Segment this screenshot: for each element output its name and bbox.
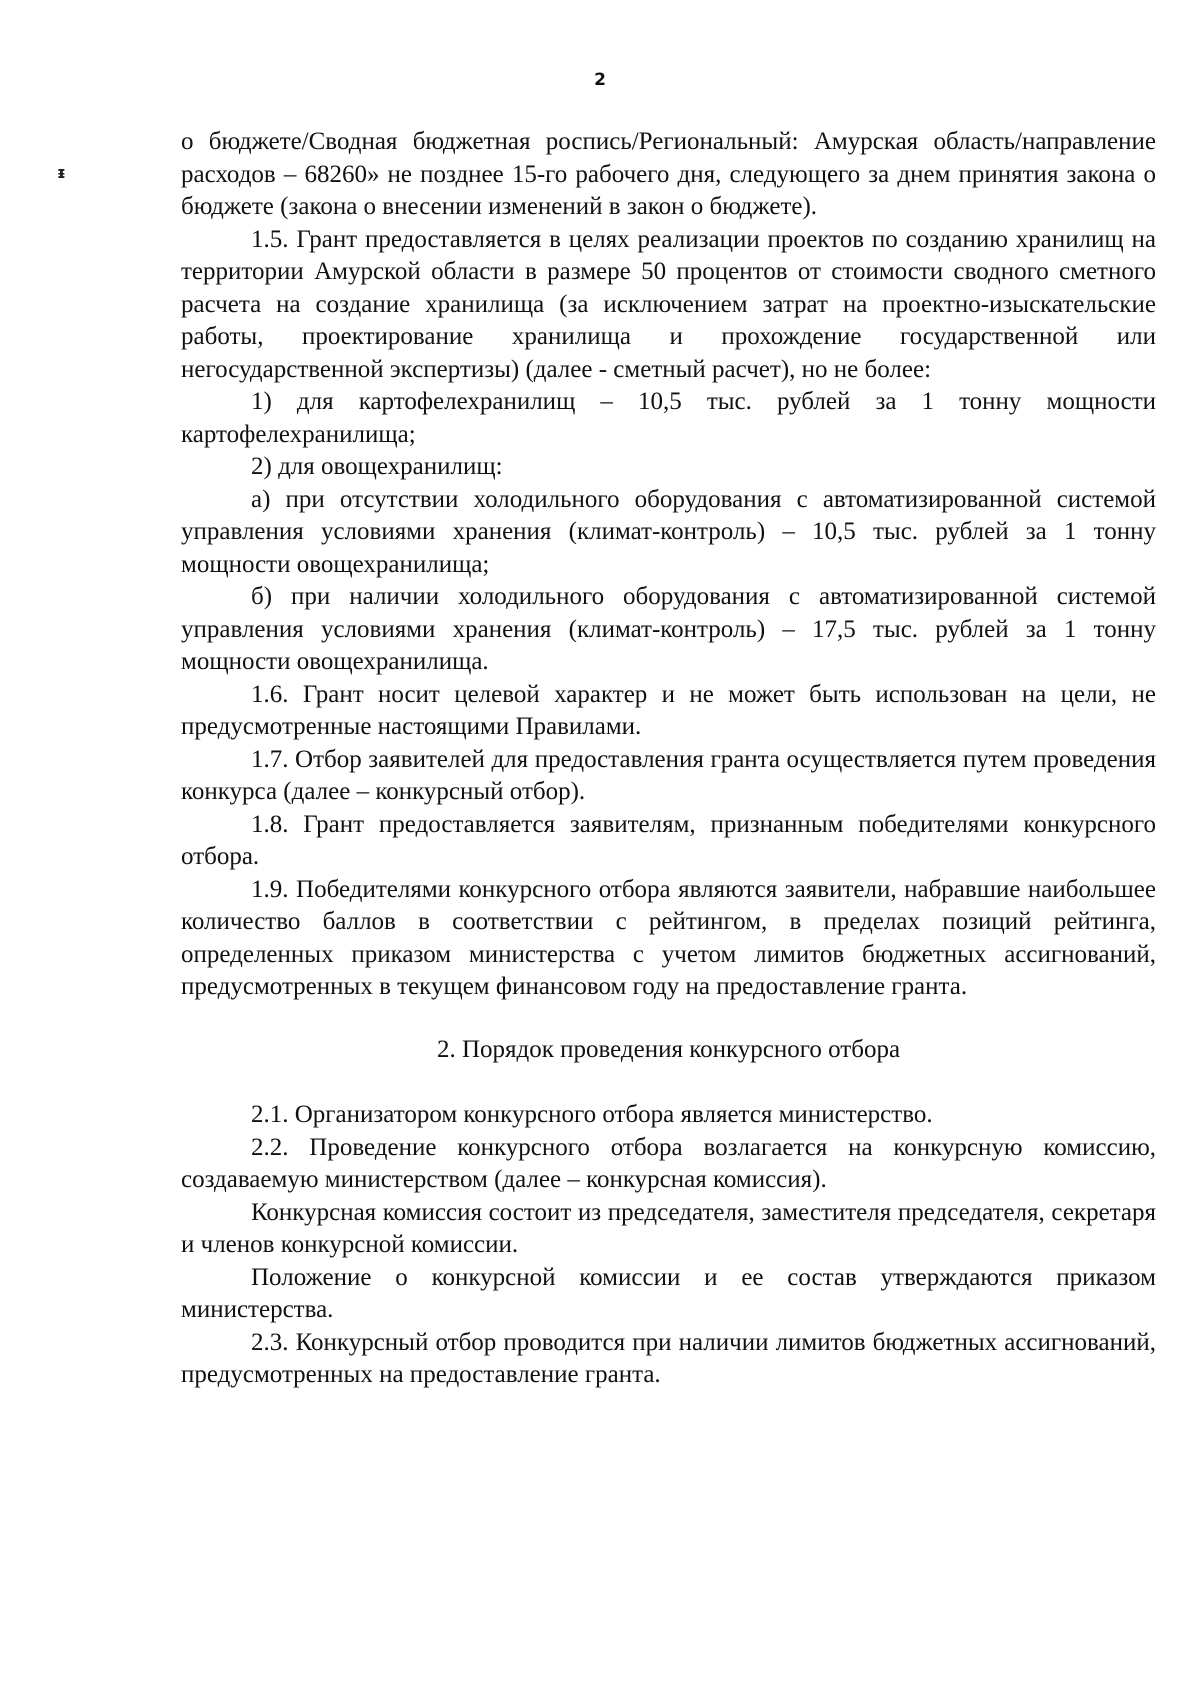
- page-number: 2: [594, 70, 606, 90]
- paragraph-2-3: 2.3. Конкурсный отбор проводится при наличии лимитов бюджетных ассигнований, предусмотренных на предоставление гранта.: [181, 1328, 1156, 1388]
- paragraph-item-1: 1) для картофелехранилищ – 10,5 тыс. рублей за 1 тонну мощности картофелехранилища;: [181, 388, 1156, 448]
- paragraph-2-1: 2.1. Организатором конкурсного отбора является министерство.: [251, 1101, 933, 1128]
- section-heading: 2. Порядок проведения конкурсного отбора: [436, 1035, 901, 1063]
- paragraph-item-2: 2) для овощехранилищ:: [251, 453, 503, 480]
- paragraph-2-2: 2.2. Проведение конкурсного отбора возлагается на конкурсную комиссию, создаваемую министерством (далее – конкурсная комиссия).: [181, 1133, 1156, 1193]
- scan-mark: ᵻ: [57, 163, 66, 182]
- paragraph-1-8: 1.8. Грант предоставляется заявителям, признанным победителями конкурсного отбора.: [181, 810, 1156, 870]
- paragraph-item-b: б) при наличии холодильного оборудования с автоматизированной системой управления условиями хранения (климат-контроль) – 17,5 тыс. рублей за 1 тонну мощности овощехранилища.: [181, 583, 1156, 675]
- document-body: [181, 126, 1156, 1392]
- paragraph-1-6: 1.6. Грант носит целевой характер и не может быть использован на цели, не предусмотренные настоящими Правилами.: [181, 680, 1156, 740]
- paragraph-1-5: 1.5. Грант предоставляется в целях реализации проектов по созданию хранилищ на территории Амурской области в размере 50 процентов от стоимости сводного сметного расчета на создание хранилища (за исключением затрат на проектно-изыскательские работы, проектирование хранилища и прохождение государственной или негосударственной экспертизы) (далее - сметный расчет), но не более:: [181, 225, 1156, 383]
- paragraph-1-7: 1.7. Отбор заявителей для предоставления гранта осуществляется путем проведения конкурса (далее – конкурсный отбор).: [181, 745, 1156, 805]
- paragraph-continuation: о бюджете/Сводная бюджетная роспись/Региональный: Амурская область/направление расходов – 68260» не позднее 15-го рабочего дня, следующего за днем принятия закона о бюджете (закона о внесении изменений в закон о бюджете).: [181, 128, 1156, 220]
- paragraph-1-9: 1.9. Победителями конкурсного отбора являются заявители, набравшие наибольшее количество баллов в соответствии с рейтингом, в пределах позиций рейтинга, определенных приказом министерства с учетом лимитов бюджетных ассигнований, предусмотренных в текущем финансовом году на предоставление гранта.: [181, 875, 1156, 1000]
- paragraph-item-a: а) при отсутствии холодильного оборудования с автоматизированной системой управления условиями хранения (климат-контроль) – 10,5 тыс. рублей за 1 тонну мощности овощехранилища;: [181, 485, 1156, 578]
- paragraph-commission-composition: Конкурсная комиссия состоит из председателя, заместителя председателя, секретаря и членов конкурсной комиссии.: [181, 1198, 1156, 1258]
- paragraph-commission-regulation: Положение о конкурсной комиссии и ее состав утверждаются приказом министерства.: [181, 1263, 1156, 1323]
